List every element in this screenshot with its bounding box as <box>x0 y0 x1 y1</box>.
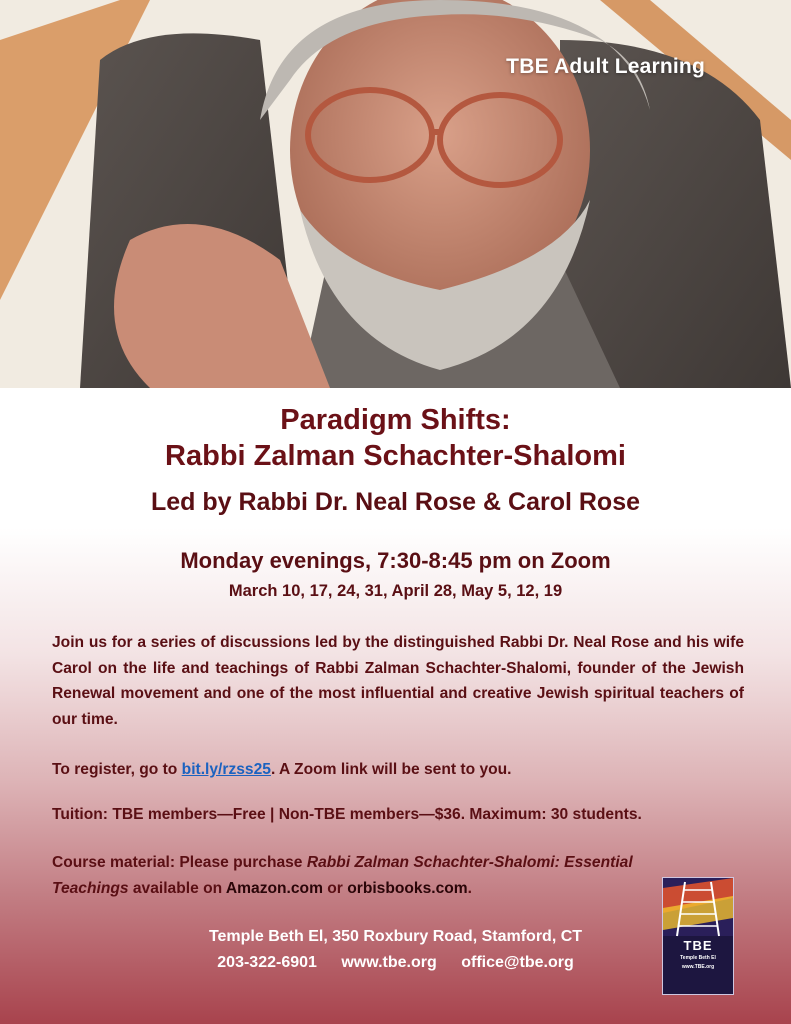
material-book-title: Rabbi Zalman Schachter-Shalomi: Essential Teachings <box>52 854 633 897</box>
logo-line2: Temple Beth El <box>680 955 716 961</box>
footer-address: Temple Beth El, 350 Roxbury Road, Stamford, CT <box>208 928 583 945</box>
course-title-line1: Paradigm Shifts: <box>280 404 511 436</box>
logo-name: TBE <box>683 938 713 953</box>
material-end: . <box>467 879 473 897</box>
register-link[interactable]: bit.ly/rzss25 <box>181 761 271 778</box>
portrait-photo <box>0 0 791 388</box>
material-mid: available on <box>128 879 226 897</box>
footer-website: www.tbe.org <box>341 954 437 971</box>
register-suffix: . A Zoom link will be sent to you. <box>270 761 512 778</box>
logo-line3: www.TBE.org <box>681 964 715 970</box>
register-prefix: To register, go to <box>52 761 182 778</box>
course-dates: March 10, 17, 24, 31, April 28, May 5, 12, 19 <box>228 582 563 600</box>
course-material-paragraph <box>52 850 652 901</box>
ladder-icon <box>663 878 733 994</box>
footer-email: office@tbe.org <box>461 954 574 971</box>
material-prefix: Course material: Please purchase <box>52 854 307 871</box>
course-leaders: Led by Rabbi Dr. Neal Rose & Carol Rose <box>150 488 640 516</box>
intro-paragraph: Join us for a series of discussions led by the distinguished Rabbi Dr. Neal Rose and his wife Carol on the life and teachings of Rabbi Zalman Schachter-Shalomi, founder of the Jewish Renewal movement and one of the most influential and creative Jewish spiritual teachers of our time. <box>52 634 744 728</box>
footer-phone: 203-322-6901 <box>217 954 317 971</box>
material-store-amazon: Amazon.com <box>225 879 323 897</box>
course-schedule: Monday evenings, 7:30-8:45 pm on Zoom <box>180 548 611 573</box>
brand-heading: TBE Adult Learning <box>506 55 705 78</box>
register-paragraph <box>52 757 744 783</box>
tbe-logo <box>662 877 734 995</box>
tuition-paragraph: Tuition: TBE members—Free | Non-TBE members—$36. Maximum: 30 students. <box>52 806 642 823</box>
material-or: or <box>322 879 348 897</box>
material-store-orbis: orbisbooks.com <box>347 879 468 897</box>
course-title-line2: Rabbi Zalman Schachter-Shalomi <box>165 440 626 472</box>
